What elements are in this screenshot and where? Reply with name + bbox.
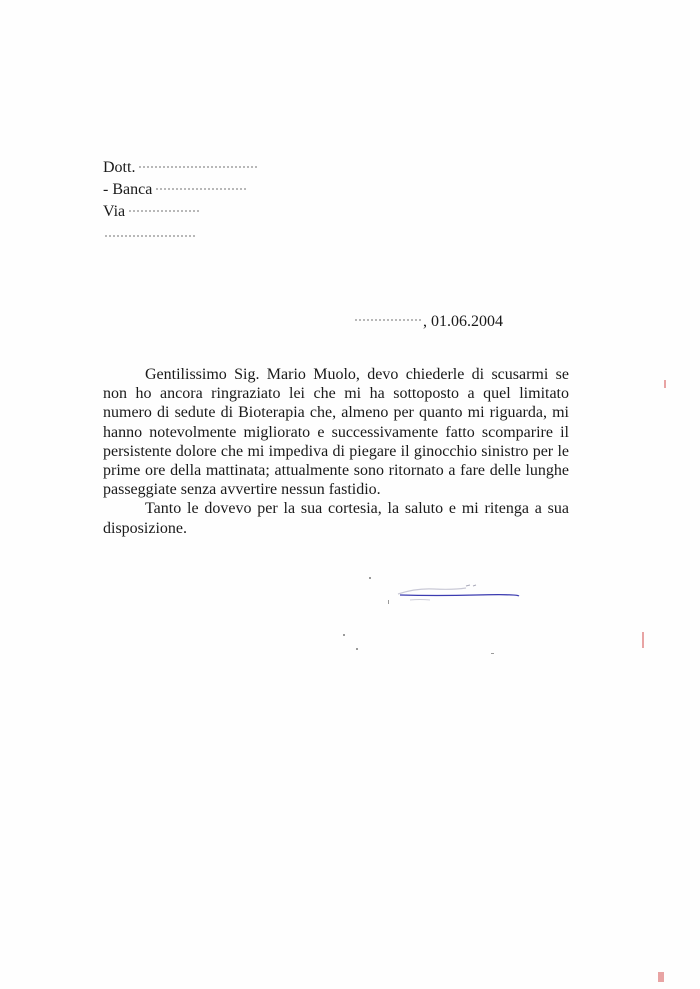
redacted-bank: [156, 188, 246, 192]
redacted-name: [139, 166, 257, 170]
body-paragraph-2: Tanto le dovevo per la sua cortesia, la saluto e mi ritenga a sua disposizione.: [103, 500, 569, 537]
recipient-title: Dott.: [103, 159, 136, 176]
scan-speck: [369, 577, 371, 579]
recipient-name-line: [103, 157, 257, 179]
letter-date: , 01.06.2004: [423, 313, 503, 330]
scan-edge-mark: [658, 972, 664, 982]
redacted-place: [355, 319, 421, 323]
recipient-address: [103, 157, 257, 245]
recipient-street-line: [103, 201, 257, 223]
letter-body: [103, 365, 569, 538]
scan-speck: [491, 653, 494, 654]
recipient-bank-line: [103, 179, 257, 201]
scan-edge-mark: [664, 380, 666, 388]
recipient-city-line: [103, 223, 257, 245]
date-line: [355, 311, 503, 333]
handwritten-signature: [396, 580, 521, 610]
scan-speck: [356, 648, 358, 650]
scan-speck: [388, 600, 389, 604]
recipient-street-label: Via: [103, 203, 126, 220]
redacted-street: [129, 210, 199, 214]
redacted-city: [105, 235, 195, 239]
scan-edge-mark: [642, 632, 644, 648]
body-paragraph-1: Gentilissimo Sig. Mario Muolo, devo chiederle di scusarmi se non ho ancora ringraziato lei che mi ha sottoposto a quel limitato numero di sedute di Bioterapia che, almeno per quanto mi riguarda, mi hanno notevolmente migliorato e successivamente fatto scomparire il persistente dolore che mi impediva di piegare il ginocchio sinistro per le prime ore della mattinata; attualmente sono ritornato a fare delle lunghe passeggiate senza avvertire nessun fastidio.: [103, 366, 569, 499]
scan-speck: [343, 634, 345, 636]
recipient-bank-label: - Banca: [103, 181, 153, 198]
